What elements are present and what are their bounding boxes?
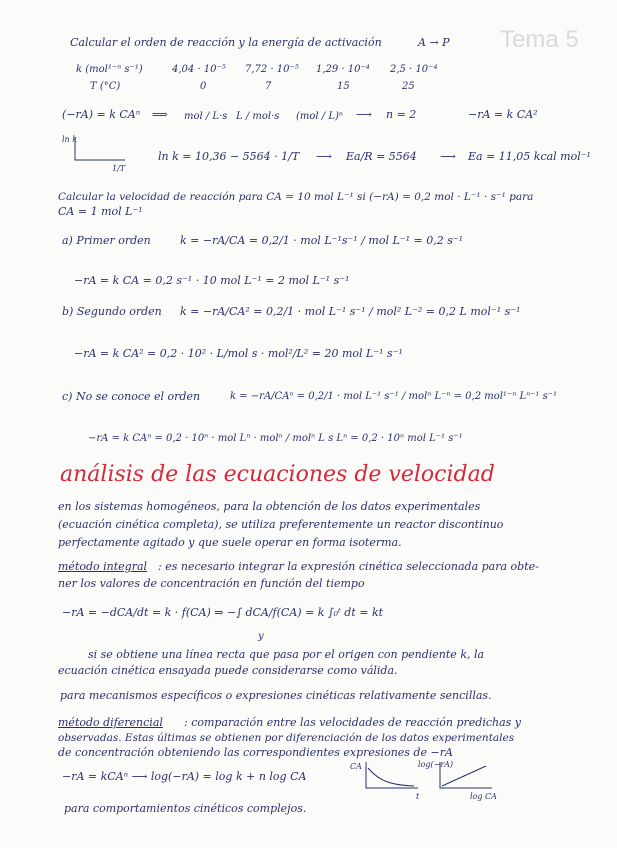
- integral-equation: −rA = −dCA/dt = k · f(CA) ⇒ −∫ dCA/f(CA) = k ∫₀ᵗ dt = kt: [62, 606, 384, 619]
- ea-result: Ea = 11,05 kcal mol⁻¹: [468, 150, 591, 163]
- differential-equation: −rA = kCAⁿ ⟶ log(−rA) = log k + n log CA: [62, 770, 307, 783]
- graph1-x-label: t: [416, 792, 420, 801]
- ca-vs-t-sketch: [362, 762, 422, 792]
- t-value: 25: [402, 81, 415, 92]
- differential-method-label: método diferencial: [58, 716, 163, 729]
- units-mid-2: (mol / L)ⁿ: [296, 111, 343, 122]
- integral-method-label: método integral: [58, 560, 148, 573]
- units-mid-1: L / mol·s: [236, 111, 280, 122]
- differential-line: observadas. Estas últimas se obtienen por diferenciación de los datos experimentales: [58, 732, 515, 744]
- integral-line: ner los valores de concentración en función del tiempo: [58, 577, 365, 590]
- graph2-x-label: log CA: [470, 792, 497, 801]
- integral-line: para mecanismos específicos o expresiones cinéticas relativamente sencillas.: [60, 689, 492, 702]
- k-value: 4,04 · 10⁻⁵: [172, 64, 226, 75]
- a-k: k = −rA/CA = 0,2/1 · mol L⁻¹s⁻¹ / mol L⁻¹ = 0,2 s⁻¹: [180, 234, 464, 247]
- differential-line: de concentración obteniendo las correspondientes expresiones de −rA: [58, 746, 453, 759]
- arrhenius-equation: ln k = 10,36 − 5564 · 1/T: [158, 150, 300, 163]
- velocity-statement: Calcular la velocidad de reacción para CA = 10 mol L⁻¹ si (−rA) = 0,2 mol · L⁻¹ · s⁻¹ para: [58, 191, 534, 203]
- row-t-label: T (°C): [90, 81, 121, 92]
- b-r: −rA = k CA² = 0,2 · 10² · L/mol s · mol²/L² = 20 mol L⁻¹ s⁻¹: [74, 347, 403, 360]
- intro-line: en los sistemas homogéneos, para la obtención de los datos experimentales: [58, 500, 481, 513]
- intro-line: perfectamente agitado y que suele operar en forma isoterma.: [58, 536, 402, 549]
- reaction: A → P: [418, 36, 450, 49]
- c-k: k = −rA/CAⁿ = 0,2/1 · mol L⁻¹ s⁻¹ / molⁿ L⁻ⁿ = 0,2 mol¹⁻ⁿ Lⁿ⁻¹ s⁻¹: [230, 391, 558, 402]
- t-value: 0: [200, 81, 207, 92]
- t-value: 7: [265, 81, 272, 92]
- graph1-y-label: CA: [350, 762, 362, 771]
- rate-law: (−rA) = k CAⁿ: [62, 108, 141, 121]
- intro-line: (ecuación cinética completa), se utiliza preferentemente un reactor discontinuo: [58, 518, 504, 531]
- k-value: 1,29 · 10⁻⁴: [316, 64, 370, 75]
- bleed-through-heading: Tema 5: [500, 26, 579, 53]
- right-arrow: ⟶: [316, 150, 332, 163]
- integral-line: ecuación cinética ensayada puede considerarse como válida.: [58, 664, 398, 677]
- k-value: 2,5 · 10⁻⁴: [390, 64, 438, 75]
- row-k-label: k (mol¹⁻ⁿ s⁻¹): [76, 64, 143, 75]
- implies-arrow: ⟹: [152, 108, 168, 121]
- k-value: 7,72 · 10⁻⁵: [245, 64, 299, 75]
- integral-line: : es necesario integrar la expresión cinética seleccionada para obte-: [158, 560, 539, 573]
- section-title: análisis de las ecuaciones de velocidad: [60, 462, 495, 487]
- graph2-y-label: log(−rA): [418, 760, 454, 769]
- b-label: b) Segundo orden: [62, 305, 162, 318]
- ea-over-r: Ea/R = 5564: [346, 150, 417, 163]
- order-result: n = 2: [386, 108, 417, 121]
- c-label: c) No se conoce el orden: [62, 390, 201, 403]
- integral-line: si se obtiene una línea recta que pasa por el origen con pendiente k, la: [88, 648, 485, 661]
- differential-line: : comparación entre las velocidades de reacción predichas y: [184, 716, 521, 729]
- a-label: a) Primer orden: [62, 234, 151, 247]
- a-r: −rA = k CA = 0,2 s⁻¹ · 10 mol L⁻¹ = 2 mol L⁻¹ s⁻¹: [74, 274, 350, 287]
- problem-statement: Calcular el orden de reacción y la energía de activación: [70, 36, 382, 49]
- graph-x-label: 1/T: [112, 164, 126, 173]
- rate-law-result: −rA = k CA²: [468, 108, 538, 121]
- differential-line: para comportamientos cinéticos complejos.: [64, 802, 307, 815]
- graph-y-label: ln k: [62, 135, 78, 144]
- t-value: 15: [337, 81, 350, 92]
- units-lhs: mol / L·s: [184, 111, 228, 122]
- right-arrow: ⟶: [440, 150, 456, 163]
- b-k: k = −rA/CA² = 0,2/1 · mol L⁻¹ s⁻¹ / mol² L⁻² = 0,2 L mol⁻¹ s⁻¹: [180, 305, 521, 318]
- arrhenius-sketch: [70, 135, 130, 165]
- integral-y-marker: y: [258, 631, 264, 642]
- right-arrow: ⟶: [356, 108, 372, 121]
- velocity-statement-2: CA = 1 mol L⁻¹: [58, 205, 143, 218]
- c-r: −rA = k CAⁿ = 0,2 · 10ⁿ · mol Lⁿ · molⁿ / molⁿ L s Lⁿ = 0,2 · 10ⁿ mol L⁻¹ s⁻¹: [88, 433, 463, 444]
